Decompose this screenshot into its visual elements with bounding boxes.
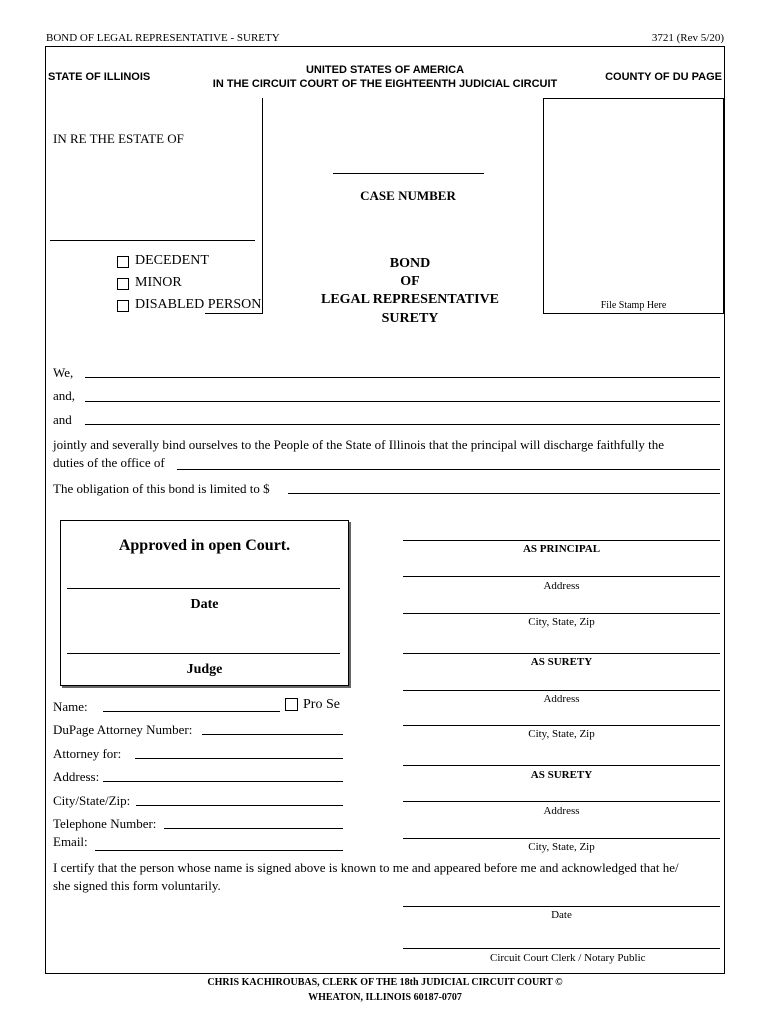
surety1-city-label: City, State, Zip: [528, 728, 595, 740]
approval-date-line[interactable]: [67, 588, 340, 589]
doc-title-bond: BOND: [389, 256, 431, 271]
circuit-label: IN THE CIRCUIT COURT OF THE EIGHTEENTH JUDICIAL CIRCUIT: [212, 78, 558, 90]
surety1-address-line[interactable]: [403, 690, 720, 691]
disabled-person-checkbox[interactable]: [117, 300, 129, 312]
certify-date-label: Date: [551, 909, 572, 921]
principal-address-label: Address: [543, 580, 580, 592]
minor-label: MINOR: [135, 275, 182, 290]
as-surety1-label: AS SURETY: [530, 656, 593, 668]
estate-box-bottom: [205, 313, 263, 314]
estate-name-line[interactable]: [50, 240, 255, 241]
attorney-for-line[interactable]: [135, 758, 343, 759]
pro-se-label: Pro Se: [303, 697, 340, 712]
surety1-city-line[interactable]: [403, 725, 720, 726]
form-title: BOND OF LEGAL REPRESENTATIVE - SURETY: [46, 32, 280, 44]
attorney-email-line[interactable]: [95, 850, 343, 851]
case-number-label: CASE NUMBER: [360, 188, 456, 203]
certify-line-1: I certify that the person whose name is signed above is known to me and appeared before me and acknowledged that he/: [53, 860, 679, 875]
doc-title-of: OF: [400, 274, 420, 289]
and1-line[interactable]: [85, 401, 720, 402]
case-number-line[interactable]: [333, 173, 484, 174]
state-label: STATE OF ILLINOIS: [48, 71, 151, 83]
county-label: COUNTY OF DU PAGE: [605, 71, 722, 83]
attorney-for-label: Attorney for:: [53, 746, 122, 761]
decedent-checkbox[interactable]: [117, 256, 129, 268]
doc-title-surety: SURETY: [381, 311, 439, 326]
attorney-name-line[interactable]: [103, 711, 280, 712]
estate-box-border: [262, 98, 263, 314]
and1-label: and,: [53, 388, 76, 403]
form-number: 3721 (Rev 5/20): [651, 32, 724, 44]
attorney-email-label: Email:: [53, 834, 88, 849]
surety2-signature-line[interactable]: [403, 765, 720, 766]
as-principal-label: AS PRINCIPAL: [522, 543, 601, 555]
attorney-address-line[interactable]: [103, 781, 343, 782]
decedent-label: DECEDENT: [135, 253, 209, 268]
footer-line-2: WHEATON, ILLINOIS 60187-0707: [308, 992, 462, 1003]
obligation-label: The obligation of this bond is limited to $: [53, 481, 270, 496]
we-label: We,: [53, 365, 74, 380]
country-label: UNITED STATES OF AMERICA: [305, 64, 465, 76]
surety2-city-line[interactable]: [403, 838, 720, 839]
obligation-line[interactable]: [288, 493, 720, 494]
file-stamp-box: [543, 98, 724, 314]
attorney-phone-line[interactable]: [164, 828, 343, 829]
approval-judge-line[interactable]: [67, 653, 340, 654]
principal-city-label: City, State, Zip: [528, 616, 595, 628]
attorney-name-label: Name:: [53, 699, 88, 714]
and2-label: and: [53, 412, 72, 427]
attorney-city-line[interactable]: [136, 805, 343, 806]
surety2-address-line[interactable]: [403, 801, 720, 802]
estate-label: IN RE THE ESTATE OF: [53, 131, 184, 146]
attorney-number-line[interactable]: [202, 734, 343, 735]
certify-line-2: she signed this form voluntarily.: [53, 878, 221, 893]
we-line[interactable]: [85, 377, 720, 378]
surety2-address-label: Address: [543, 805, 580, 817]
attorney-city-label: City/State/Zip:: [53, 793, 131, 808]
doc-title-legal-rep: LEGAL REPRESENTATIVE: [320, 292, 500, 307]
attorney-number-label: DuPage Attorney Number:: [53, 722, 193, 737]
as-surety2-label: AS SURETY: [530, 769, 593, 781]
attorney-address-label: Address:: [53, 769, 100, 784]
footer-line-1: CHRIS KACHIROUBAS, CLERK OF THE 18th JUDICIAL CIRCUIT COURT ©: [207, 977, 563, 988]
principal-city-line[interactable]: [403, 613, 720, 614]
clerk-signature-line[interactable]: [403, 948, 720, 949]
approval-date-label: Date: [190, 597, 219, 612]
certify-date-line[interactable]: [403, 906, 720, 907]
office-line[interactable]: [177, 469, 720, 470]
clerk-label: Circuit Court Clerk / Notary Public: [490, 952, 646, 964]
file-stamp-label: File Stamp Here: [600, 300, 667, 311]
surety2-city-label: City, State, Zip: [528, 841, 595, 853]
and2-line[interactable]: [85, 424, 720, 425]
principal-address-line[interactable]: [403, 576, 720, 577]
surety1-signature-line[interactable]: [403, 653, 720, 654]
bind-text-1: jointly and severally bind ourselves to the People of the State of Illinois that the principal will discharge faithfully the: [53, 437, 664, 452]
surety1-address-label: Address: [543, 693, 580, 705]
approval-title: Approved in open Court.: [118, 537, 291, 554]
principal-signature-line[interactable]: [403, 540, 720, 541]
bind-text-2: duties of the office of: [53, 455, 165, 470]
attorney-phone-label: Telephone Number:: [53, 816, 157, 831]
disabled-person-label: DISABLED PERSON: [135, 297, 262, 312]
pro-se-checkbox[interactable]: [285, 698, 298, 711]
approval-judge-label: Judge: [186, 662, 223, 677]
minor-checkbox[interactable]: [117, 278, 129, 290]
